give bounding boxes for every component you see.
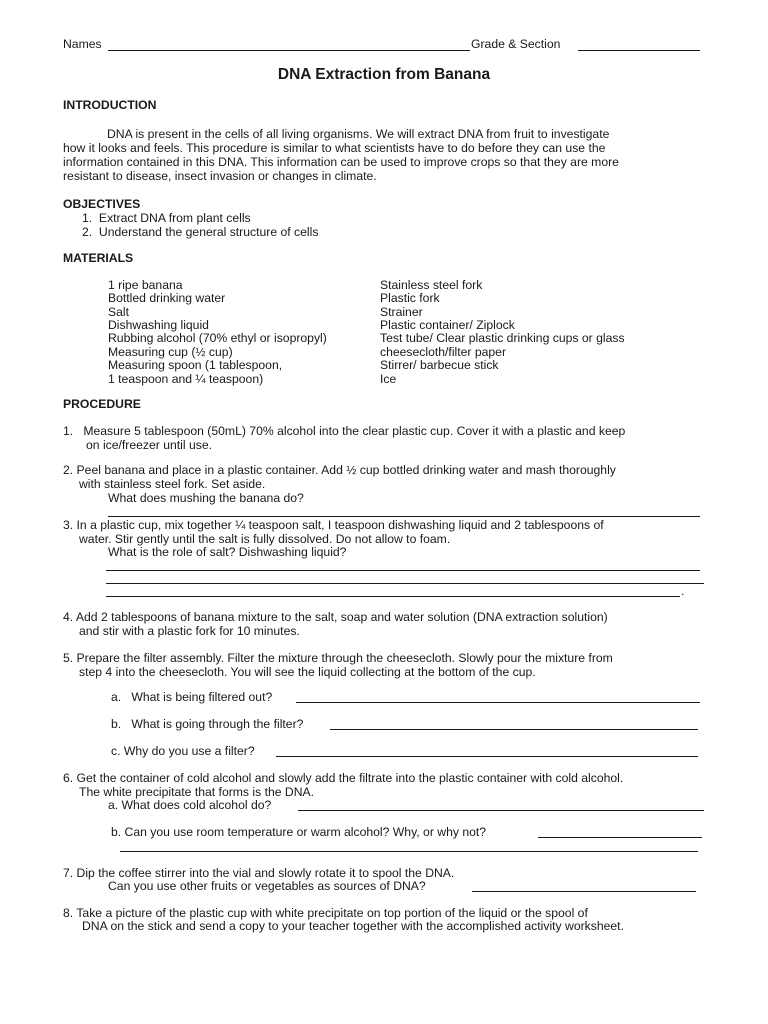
step8-line-2: DNA on the stick and send a copy to your teacher together with the accomplished activity worksheet. (82, 919, 624, 933)
material-left-8: 1 teaspoon and ¼ teaspoon) (108, 372, 264, 386)
material-left-4: Dishwashing liquid (108, 318, 209, 332)
material-left-6: Measuring cup (½ cup) (108, 345, 233, 359)
step8-line-1: 8. Take a picture of the plastic cup with white precipitate on top portion of the liquid or the spool of (63, 906, 588, 920)
objectives-heading: OBJECTIVES (63, 197, 141, 211)
step6-answer-b-line-1[interactable] (538, 837, 702, 838)
step6-question-b: b. Can you use room temperature or warm alcohol? Why, or why not? (111, 825, 487, 839)
step5-answer-b-line[interactable] (330, 729, 698, 730)
step3-answer-line-2[interactable] (106, 583, 704, 584)
step3-line-2: water. Stir gently until the salt is fully dissolved. Do not allow to foam. (79, 532, 451, 546)
step4-line-1: 4. Add 2 tablespoons of banana mixture to the salt, soap and water solution (DNA extraction solution) (63, 610, 608, 624)
material-left-2: Bottled drinking water (108, 291, 226, 305)
step6-answer-a-line[interactable] (298, 810, 704, 811)
step3-line-1: 3. In a plastic cup, mix together ¼ teaspoon salt, I teaspoon dishwashing liquid and 2 tablespoons of (63, 518, 604, 532)
grade-section-label: Grade & Section (471, 37, 561, 51)
step5-question-b: b. What is going through the filter? (111, 717, 304, 731)
step6-answer-b-line-2[interactable] (120, 851, 698, 852)
material-right-4: Plastic container/ Ziplock (380, 318, 515, 332)
step2-line-2: with stainless steel fork. Set aside. (79, 477, 266, 491)
material-left-5: Rubbing alcohol (70% ethyl or isopropyl) (108, 331, 327, 345)
intro-line-1: DNA is present in the cells of all living organisms. We will extract DNA from fruit to investigate (107, 127, 610, 141)
step1-line-1: 1. Measure 5 tablespoon (50mL) 70% alcohol into the clear plastic cup. Cover it with a plastic and keep (63, 424, 626, 438)
objective-item-2: 2. Understand the general structure of cells (82, 225, 319, 239)
page-title: DNA Extraction from Banana (277, 66, 491, 83)
material-left-1: 1 ripe banana (108, 278, 183, 292)
step6-line-2: The white precipitate that forms is the DNA. (79, 785, 315, 799)
step5-line-1: 5. Prepare the filter assembly. Filter the mixture through the cheesecloth. Slowly pour the mixture from (63, 651, 613, 665)
material-right-1: Stainless steel fork (380, 278, 483, 292)
step5-question-a: a. What is being filtered out? (111, 690, 273, 704)
step3-answer-line-3[interactable] (106, 596, 680, 597)
step5-line-2: step 4 into the cheesecloth. You will see the liquid collecting at the bottom of the cup. (79, 665, 536, 679)
procedure-heading: PROCEDURE (63, 397, 141, 411)
step2-line-1: 2. Peel banana and place in a plastic container. Add ½ cup bottled drinking water and mash thoroughly (63, 463, 616, 477)
material-right-8: Ice (380, 372, 397, 386)
step7-answer-line[interactable] (472, 891, 696, 892)
step5-answer-a-line[interactable] (296, 702, 700, 703)
names-answer-line[interactable] (108, 50, 470, 51)
step5-answer-c-line[interactable] (276, 756, 698, 757)
names-label: Names (63, 37, 102, 51)
material-left-7: Measuring spoon (1 tablespoon, (108, 358, 283, 372)
material-right-7: Stirrer/ barbecue stick (380, 358, 499, 372)
step1-line-2: on ice/freezer until use. (86, 438, 213, 452)
intro-line-3: information contained in this DNA. This information can be used to improve crops so that they are more (63, 155, 619, 169)
step3-answer-period: . (681, 584, 685, 598)
material-right-3: Strainer (380, 305, 423, 319)
step5-question-c: c. Why do you use a filter? (111, 744, 255, 758)
grade-section-answer-line[interactable] (578, 50, 700, 51)
step7-question: Can you use other fruits or vegetables as sources of DNA? (108, 879, 426, 893)
step3-answer-line-1[interactable] (106, 570, 700, 571)
step3-question: What is the role of salt? Dishwashing liquid? (108, 545, 347, 559)
material-right-5: Test tube/ Clear plastic drinking cups or glass (380, 331, 625, 345)
material-right-6: cheesecloth/filter paper (380, 345, 507, 359)
material-right-2: Plastic fork (380, 291, 440, 305)
introduction-heading: INTRODUCTION (63, 98, 157, 112)
materials-heading: MATERIALS (63, 251, 134, 265)
intro-line-4: resistant to disease, insect invasion or changes in climate. (63, 169, 377, 183)
step6-question-a: a. What does cold alcohol do? (108, 798, 272, 812)
step2-answer-line[interactable] (108, 516, 700, 517)
step6-line-1: 6. Get the container of cold alcohol and slowly add the filtrate into the plastic container with cold alcohol. (63, 771, 624, 785)
step2-question: What does mushing the banana do? (108, 491, 304, 505)
step7-line-1: 7. Dip the coffee stirrer into the vial and slowly rotate it to spool the DNA. (63, 866, 455, 880)
material-left-3: Salt (108, 305, 130, 319)
objective-item-1: 1. Extract DNA from plant cells (82, 211, 251, 225)
intro-line-2: how it looks and feels. This procedure is similar to what scientists have to do before they can use the (63, 141, 606, 155)
step4-line-2: and stir with a plastic fork for 10 minutes. (79, 624, 300, 638)
